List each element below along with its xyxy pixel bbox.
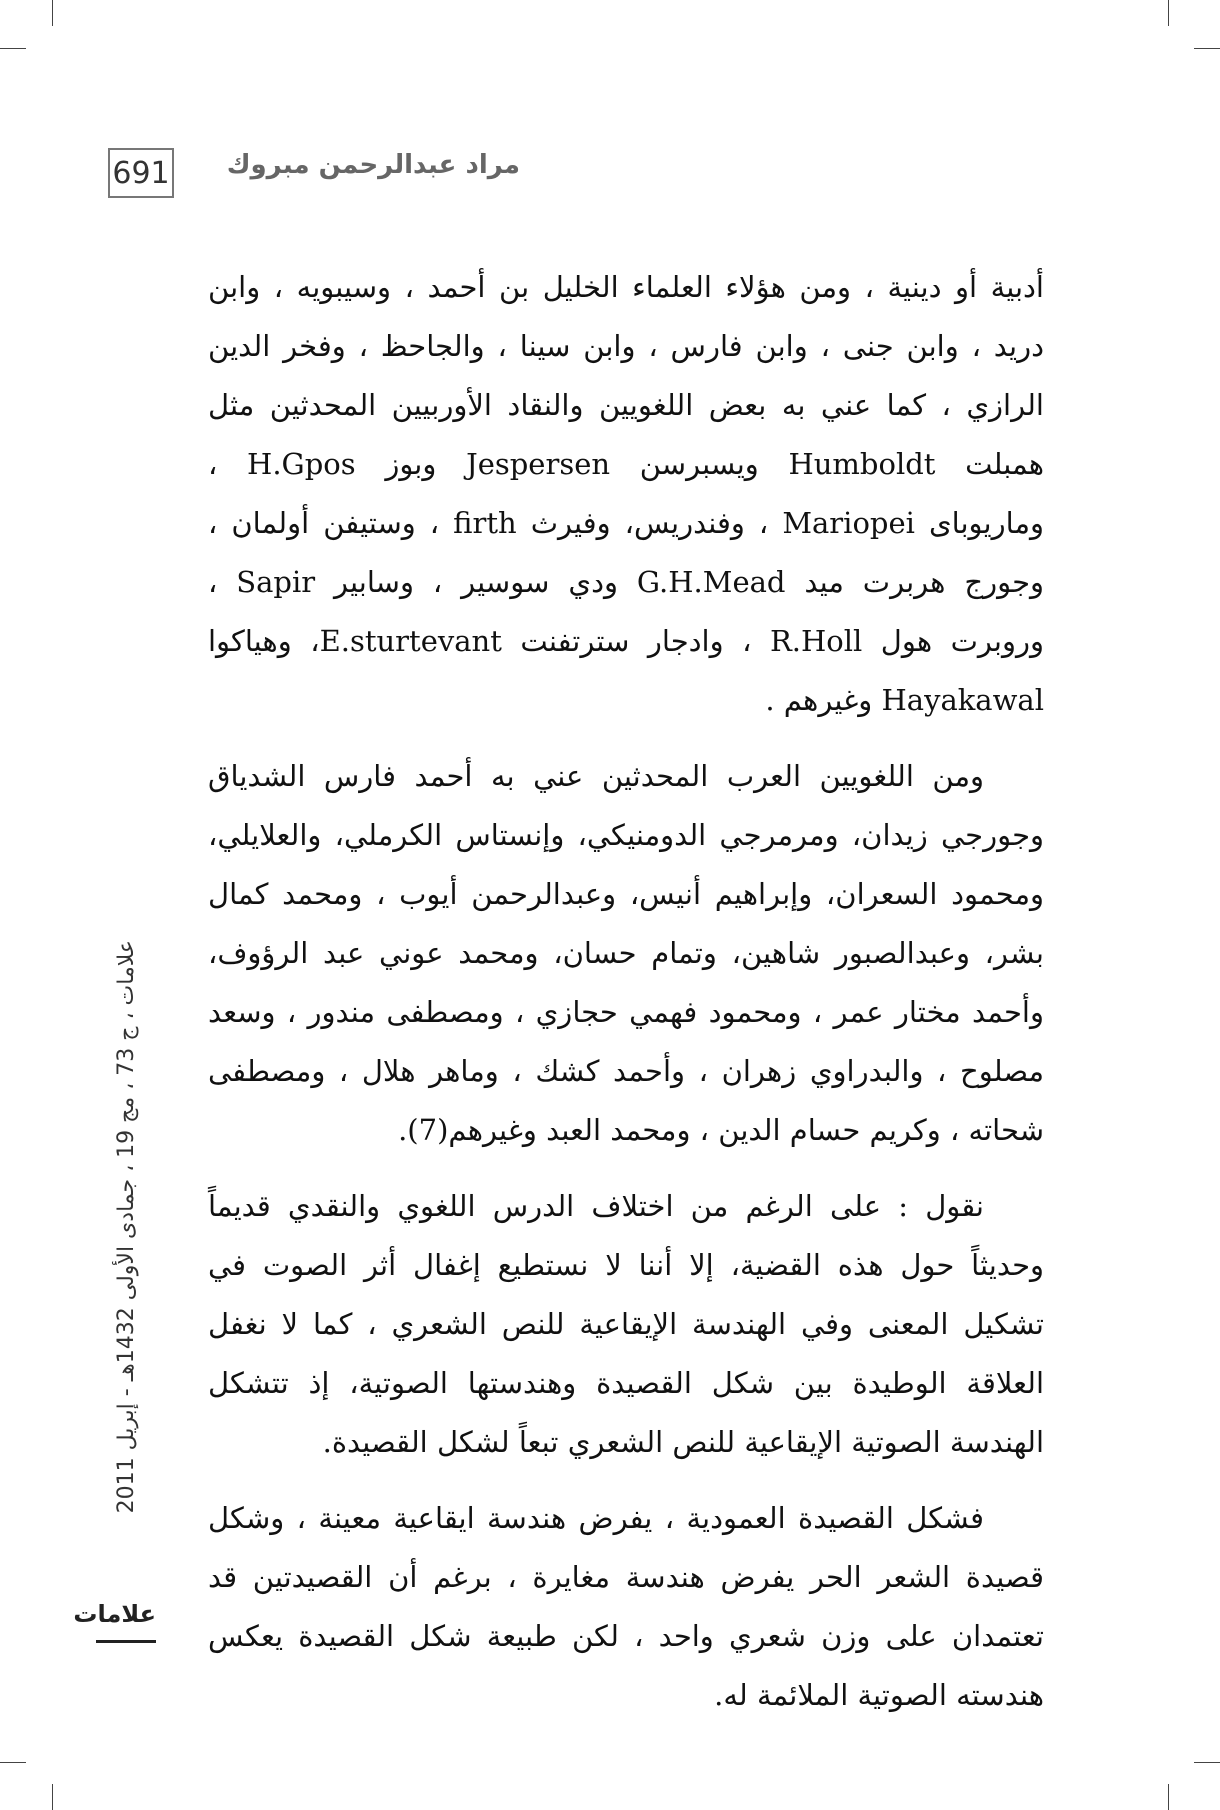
crop-mark bbox=[1194, 48, 1220, 49]
journal-info-sidebar: علامات ، ج 73 ، مج 19 ، جمادى الأولى 1432هـ - إبريل 2011 bbox=[114, 940, 139, 1514]
running-header-author: مراد عبدالرحمن مبروك bbox=[226, 150, 520, 180]
article-body bbox=[208, 258, 1044, 1742]
crop-mark bbox=[1168, 1784, 1169, 1810]
crop-mark bbox=[0, 1762, 26, 1763]
paragraph: ومن اللغويين العرب المحدثين عني به أحمد فارس الشدياق وجورجي زيدان، ومرمرجي الدومنيكي، وإنستاس الكرملي، والعلايلي، ومحمود السعران، وإبراهيم أنيس، وعبدالرحمن أيوب ، ومحمد كمال بشر، وعبدالصبور شاهين، وتمام حسان، ومحمد عوني عبد الرؤوف، وأحمد مختار عمر ، ومحمود فهمي حجازي ، ومصطفى مندور ، وسعد مصلوح ، والبدراوي زهران ، وأحمد كشك ، وماهر هلال ، ومصطفى شحاته ، وكريم حسام الدين ، ومحمد العبد وغيرهم(7). bbox=[208, 759, 1044, 1147]
page-number: 691 bbox=[108, 148, 174, 198]
paragraph: فشكل القصيدة العمودية ، يفرض هندسة ايقاعية معينة ، وشكل قصيدة الشعر الحر يفرض هندسة مغايرة ، برغم أن القصيدتين قد تعتمدان على وزن شعري واحد ، لكن طبيعة شكل القصيدة يعكس هندسته الصوتية الملائمة له. bbox=[208, 1501, 1044, 1712]
paragraph: أدبية أو دينية ، ومن هؤلاء العلماء الخليل بن أحمد ، وسيبويه ، وابن دريد ، وابن جنى ، وابن فارس ، وابن سينا ، والجاحظ ، وفخر الدين الرازي ، كما عني به بعض اللغويين والنقاد الأوربيين المحدثين مثل همبلت Humboldt ويسبرسن Jespersen وبوز H.Gpos ، وماريوباى Mariopei ، وفندريس، وفيرث firth ، وستيفن أولمان ، وجورج هربرت ميد G.H.Mead ودي سوسير ، وسابير Sapir ، وروبرت هول R.Holl ، وادجار سترتفنت E.sturtevant، وهياكوا Hayakawal وغيرهم . bbox=[208, 270, 1045, 717]
paragraph: نقول : على الرغم من اختلاف الدرس اللغوي والنقدي قديماً وحديثاً حول هذه القضية، إلا أننا لا نستطيع إغفال أثر الصوت في تشكيل المعنى وفي الهندسة الإيقاعية للنص الشعري ، كما لا نغفل العلاقة الوطيدة بين شكل القصيدة وهندستها الصوتية، إذ تتشكل الهندسة الصوتية الإيقاعية للنص الشعري تبعاً لشكل القصيدة. bbox=[208, 1189, 1044, 1459]
journal-logo: علامات bbox=[96, 1600, 156, 1643]
crop-mark bbox=[52, 1784, 53, 1810]
crop-mark bbox=[1194, 1762, 1220, 1763]
crop-mark bbox=[52, 0, 53, 26]
crop-mark bbox=[1168, 0, 1169, 26]
crop-mark bbox=[0, 48, 26, 49]
